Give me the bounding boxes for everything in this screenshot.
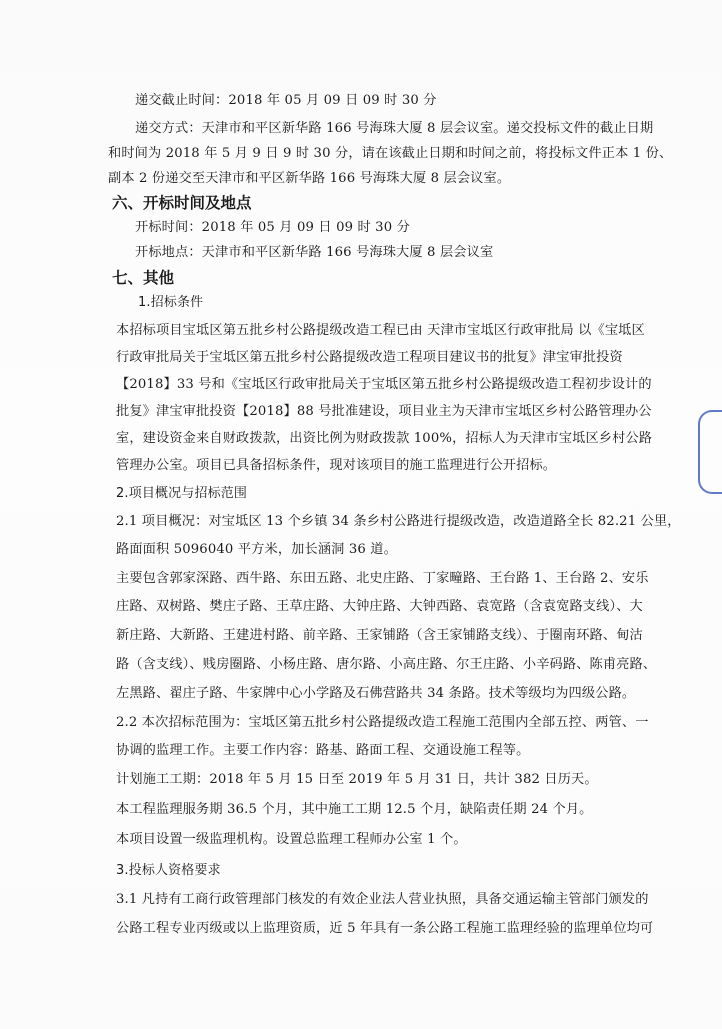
- conditions-line-1: 本招标项目宝坻区第五批乡村公路提级改造工程已由 天津市宝坻区行政审批局 以《宝坻区: [116, 323, 645, 338]
- conditions-line-4: 批复》津宝审批投资【2018】88 号批准建设，项目业主为天津市宝坻区乡村公路管理办公: [116, 404, 652, 419]
- opening-time-text: 开标时间：2018 年 05 月 09 日 09 时 30 分: [135, 220, 410, 235]
- opening-place-text: 开标地点：天津市和平区新华路 166 号海珠大厦 8 层会议室: [135, 245, 494, 260]
- section-7-heading: 七、其他: [112, 269, 175, 287]
- roads-line-2: 庄路、双树路、樊庄子路、王草庄路、大钟庄路、大钟西路、袁宽路（含袁宽路支线）、大: [116, 599, 643, 614]
- scope-line-1: 2.2 本次招标范围为：宝坻区第五批乡村公路提级改造工程施工范围内全部五控、两管、一: [116, 715, 649, 730]
- qualification-line-1: 3.1 凡持有工商行政管理部门核发的有效企业法人营业执照，具备交通运输主管部门颁发的: [116, 892, 649, 907]
- conditions-line-5: 室，建设资金来自财政拨款，出资比例为财政拨款 100%，招标人为天津市宝坻区乡村公路: [116, 431, 653, 446]
- construction-period-text: 计划施工工期：2018 年 5 月 15 日至 2019 年 5 月 31 日，共计 382 日历天。: [116, 772, 598, 787]
- conditions-line-6: 管理办公室。项目已具备招标条件，现对该项目的施工监理进行公开招标。: [116, 458, 557, 473]
- qualification-line-2: 公路工程专业丙级或以上监理资质，近 5 年具有一条公路工程施工监理经验的监理单位均可: [116, 921, 654, 936]
- subsection-2-title: 2.项目概况与招标范围: [116, 486, 248, 501]
- overview-line-2: 路面面积 5096040 平方米，加长涵洞 36 道。: [116, 542, 397, 557]
- deadline-text: 递交截止时间：2018 年 05 月 09 日 09 时 30 分: [135, 93, 437, 108]
- overview-line-1: 2.1 项目概况：对宝坻区 13 个乡镇 34 条乡村公路进行提级改造，改造道路全长 82.21 公里，: [116, 514, 681, 529]
- roads-line-5: 左黑路、翟庄子路、牛家牌中心小学路及石佛营路共 34 条路。技术等级均为四级公路。: [116, 686, 636, 701]
- submission-method-line-1: 递交方式：天津市和平区新华路 166 号海珠大厦 8 层会议室。递交投标文件的截止日期: [135, 121, 654, 136]
- seal-stamp-edge: [698, 410, 722, 494]
- conditions-line-2: 行政审批局关于宝坻区第五批乡村公路提级改造工程项目建议书的批复》津宝审批投资: [116, 350, 623, 365]
- scope-line-2: 协调的监理工作。主要工作内容：路基、路面工程、交通设施工程等。: [116, 743, 530, 758]
- roads-line-1: 主要包含郭家深路、西牛路、东田五路、北史庄路、丁家疃路、王台路 1、王台路 2、安乐: [116, 571, 649, 586]
- roads-line-3: 新庄路、大新路、王建进村路、前辛路、王家铺路（含王家铺路支线）、于圈南环路、甸沽: [116, 628, 643, 643]
- subsection-3-title: 3.投标人资格要求: [116, 863, 221, 878]
- subsection-1-title: 1.招标条件: [138, 295, 204, 310]
- submission-method-line-3: 副本 2 份递交至天津市和平区新华路 166 号海珠大厦 8 层会议室。: [108, 171, 511, 186]
- conditions-line-3: 【2018】33 号和《宝坻区行政审批局关于宝坻区第五批乡村公路提级改造工程初步设计的: [116, 377, 652, 392]
- roads-line-4: 路（含支线）、贱房圈路、小杨庄路、唐尔路、小高庄路、尔王庄路、小辛码路、陈甫亮路、: [116, 657, 657, 672]
- supervision-org-text: 本项目设置一级监理机构。设置总监理工程师办公室 1 个。: [116, 832, 467, 847]
- service-period-text: 本工程监理服务期 36.5 个月，其中施工工期 12.5 个月，缺陷责任期 24 个月。: [116, 802, 593, 817]
- section-6-heading: 六、开标时间及地点: [112, 194, 252, 212]
- submission-method-line-2: 和时间为 2018 年 5 月 9 日 9 时 30 分，请在该截止日期和时间之前，将投标文件正本 1 份、: [108, 146, 673, 161]
